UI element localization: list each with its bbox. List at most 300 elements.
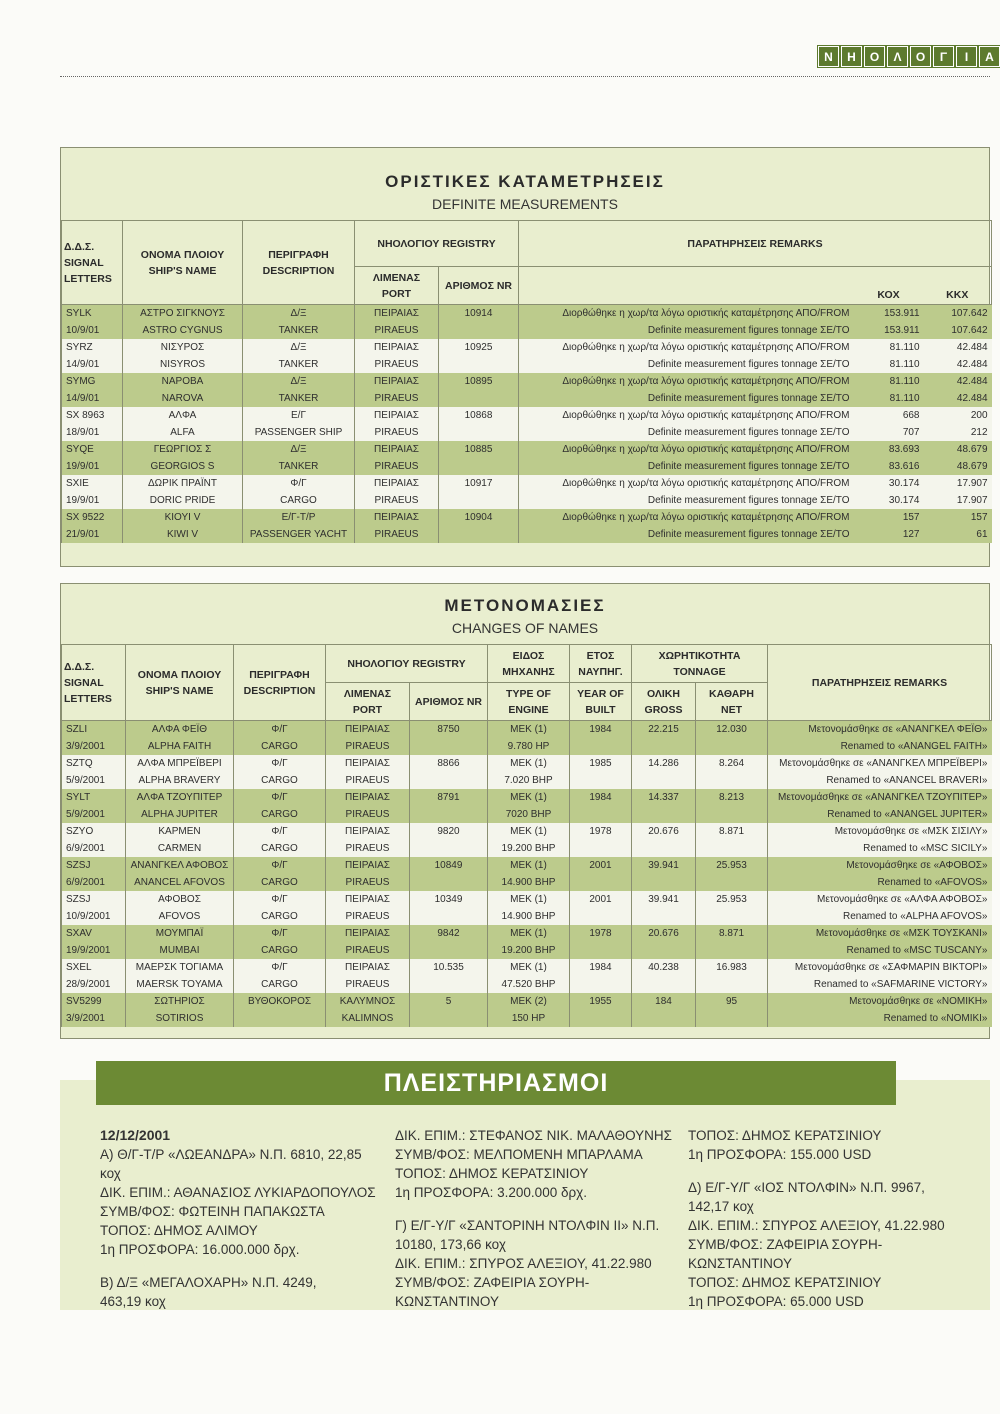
kox-to: 81.110 xyxy=(854,390,924,407)
header-divider xyxy=(60,76,990,77)
signal-letters: SYRZ xyxy=(62,339,123,356)
net-tonnage: 16.983 xyxy=(696,959,768,976)
engine-power: 7020 BHP xyxy=(488,806,570,823)
engine-power: 19.200 BHP xyxy=(488,942,570,959)
remark-greek: Μετονομάσθηκε σε «ΝΟΜΙΚΗ» xyxy=(768,993,992,1010)
ship-name-greek: ΑΦΟΒΟΣ xyxy=(126,891,234,908)
empty-cell xyxy=(696,874,768,891)
description-greek: ΒΥΘΟΚΟΡΟΣ xyxy=(234,993,326,1010)
description-greek: Ε/Γ-Τ/Ρ xyxy=(243,509,355,526)
kkx-to: 48.679 xyxy=(924,458,992,475)
auction-line: ΤΟΠΟΣ: ΔΗΜΟΣ ΑΛΙΜΟΥ xyxy=(100,1223,258,1238)
kox-to: 81.110 xyxy=(854,356,924,373)
description-english: TANKER xyxy=(243,458,355,475)
description-greek: Φ/Γ xyxy=(234,789,326,806)
empty-cell xyxy=(410,772,488,789)
signal-letters: SZSJ xyxy=(62,891,126,908)
date: 14/9/01 xyxy=(62,356,123,373)
empty-cell xyxy=(570,738,632,755)
signal-letters: SZSJ xyxy=(62,857,126,874)
renames-subtitle: CHANGES OF NAMES xyxy=(451,620,599,636)
gross-tonnage: 20.676 xyxy=(632,925,696,942)
ship-name-greek: ΑΛΦΑ ΦΕΪΘ xyxy=(126,721,234,739)
auction-line: 1η ΠΡΟΣΦΟΡΑ: 3.200.000 δρχ. xyxy=(395,1185,587,1200)
description-english: CARGO xyxy=(234,874,326,891)
description-greek: Φ/Γ xyxy=(234,959,326,976)
signal-letters: SYLT xyxy=(62,789,126,806)
auction-column-2 xyxy=(395,1126,685,1311)
description-greek: Φ/Γ xyxy=(234,891,326,908)
empty-cell xyxy=(410,942,488,959)
table-row xyxy=(62,908,992,925)
auction-date: 12/12/2001 xyxy=(100,1127,171,1143)
auction-line: 142,17 κοχ xyxy=(688,1199,754,1214)
port-greek: ΠΕΙΡΑΙΑΣ xyxy=(326,721,410,739)
description-english: CARGO xyxy=(234,738,326,755)
port-greek: ΠΕΙΡΑΙΑΣ xyxy=(355,475,439,492)
port-english: PIRAEUS xyxy=(355,492,439,509)
remark-english: Renamed to «ANANGEL FAITH» xyxy=(768,738,992,755)
auction-line: ΔΙΚ. ΕΠΙΜ.: ΣΤΕΦΑΝΟΣ ΝΙΚ. ΜΑΛΑΘΟΥΝΗΣ xyxy=(395,1128,673,1143)
port-english: KALIMNOS xyxy=(326,1010,410,1027)
empty-cell xyxy=(696,806,768,823)
auction-line: ΤΟΠΟΣ: ΔΗΜΟΣ ΚΕΡΑΤΣΙΝΙΟΥ xyxy=(688,1128,882,1143)
kkx-to: 17.907 xyxy=(924,492,992,509)
signal-letters: SZLI xyxy=(62,721,126,739)
kox-from: 81.110 xyxy=(854,373,924,390)
date: 5/9/2001 xyxy=(62,772,126,789)
table-row xyxy=(62,475,992,492)
port-english: PIRAEUS xyxy=(326,908,410,925)
date: 19/9/01 xyxy=(62,458,123,475)
col-year-en: YEAR OF BUILT xyxy=(570,683,632,721)
brand-letter: Ι xyxy=(956,46,977,67)
ship-name-greek: ΜΟΥΜΠΑΪ xyxy=(126,925,234,942)
date: 28/9/2001 xyxy=(62,976,126,993)
measurements-subtitle: DEFINITE MEASUREMENTS xyxy=(432,196,618,212)
auction-line: ΤΟΠΟΣ: ΔΗΜΟΣ ΚΕΡΑΤΣΙΝΙΟΥ xyxy=(688,1275,882,1290)
registry-number: 5 xyxy=(410,993,488,1010)
port-greek: ΠΕΙΡΑΙΑΣ xyxy=(326,891,410,908)
measurements-title: ΟΡΙΣΤΙΚΕΣ ΚΑΤΑΜΕΤΡΗΣΕΙΣ xyxy=(385,172,665,191)
remark-english: Renamed to «ANANGEL JUPITER» xyxy=(768,806,992,823)
table-row xyxy=(62,509,992,526)
gross-tonnage: 39.941 xyxy=(632,857,696,874)
auction-line: 1η ΠΡΟΣΦΟΡΑ: 65.000 USD xyxy=(688,1294,864,1309)
table-row xyxy=(62,441,992,458)
remark-english: Definite measurement figures tonnage ΣΕ/TO xyxy=(519,424,854,441)
kkx-from: 42.484 xyxy=(924,339,992,356)
ship-name-greek: ΚΙΟΥΙ V xyxy=(123,509,243,526)
ship-name-english: ALPHA FAITH xyxy=(126,738,234,755)
table-row xyxy=(62,993,992,1010)
empty-cell xyxy=(632,840,696,857)
kox-to: 127 xyxy=(854,526,924,543)
engine-power: 7.020 BHP xyxy=(488,772,570,789)
kox-from: 81.110 xyxy=(854,339,924,356)
date: 10/9/2001 xyxy=(62,908,126,925)
port-greek: ΠΕΙΡΑΙΑΣ xyxy=(355,441,439,458)
engine-type: ΜΕΚ (2) xyxy=(488,993,570,1010)
signal-letters: SX 8963 xyxy=(62,407,123,424)
registry-number: 10.535 xyxy=(410,959,488,976)
description-greek: Φ/Γ xyxy=(234,925,326,942)
empty-cell xyxy=(570,806,632,823)
col-description: ΠΕΡΙΓΡΑΦΗ DESCRIPTION xyxy=(234,645,326,721)
registry-number: 8791 xyxy=(410,789,488,806)
port-english: PIRAEUS xyxy=(326,976,410,993)
section-brand-label xyxy=(818,46,1000,67)
port-greek: ΠΕΙΡΑΙΑΣ xyxy=(326,755,410,772)
gross-tonnage: 14.337 xyxy=(632,789,696,806)
ship-name-greek: ΝΙΣΥΡΟΣ xyxy=(123,339,243,356)
kox-from: 30.174 xyxy=(854,475,924,492)
renames-title: ΜΕΤΟΝΟΜΑΣΙΕΣ xyxy=(444,596,606,615)
ship-name-english: MAERSK TOYAMA xyxy=(126,976,234,993)
kkx-to: 42.484 xyxy=(924,390,992,407)
ship-name-english: SOTIRIOS xyxy=(126,1010,234,1027)
signal-letters: SX 9522 xyxy=(62,509,123,526)
net-tonnage: 25.953 xyxy=(696,857,768,874)
kox-from: 668 xyxy=(854,407,924,424)
year-built: 2001 xyxy=(570,891,632,908)
ship-name-greek: ΝΑΡΟΒΑ xyxy=(123,373,243,390)
brand-letter: Γ xyxy=(933,46,954,67)
date: 21/9/01 xyxy=(62,526,123,543)
registry-number: 10885 xyxy=(439,441,519,458)
ship-name-greek: ΑΣΤΡΟ ΣΙΓΚΝΟΥΣ xyxy=(123,305,243,323)
ship-name-english: NISYROS xyxy=(123,356,243,373)
year-built: 1984 xyxy=(570,789,632,806)
table-row xyxy=(62,721,992,739)
port-english: PIRAEUS xyxy=(355,424,439,441)
engine-power: 14.900 BHP xyxy=(488,874,570,891)
remark-greek: Μετονομάσθηκε σε «ΑΝΑΝΓΚΕΛ ΦΕΪΘ» xyxy=(768,721,992,739)
kkx-to: 212 xyxy=(924,424,992,441)
port-greek: ΠΕΙΡΑΙΑΣ xyxy=(326,823,410,840)
brand-letter: Ν xyxy=(818,46,839,67)
ship-name-greek: ΑΛΦΑ ΜΠΡΕΪΒΕΡΙ xyxy=(126,755,234,772)
auction-line: 1η ΠΡΟΣΦΟΡΑ: 155.000 USD xyxy=(688,1147,872,1162)
empty-cell xyxy=(439,458,519,475)
empty-cell xyxy=(696,772,768,789)
empty-cell xyxy=(439,424,519,441)
auction-line: ΣΥΜΒ/ΦΟΣ: ΖΑΦΕΙΡΙΑ ΣΟΥΡΗ-ΚΩΝΣΤΑΝΤΙΝΟΥ xyxy=(688,1237,883,1271)
kox-from: 153.911 xyxy=(854,305,924,323)
remark-english: Definite measurement figures tonnage ΣΕ/TO xyxy=(519,492,854,509)
remark-english: Renamed to «MSC SICILY» xyxy=(768,840,992,857)
kox-to: 707 xyxy=(854,424,924,441)
auction-line: Α) Θ/Γ-Τ/Ρ «ΛΩΕΑΝΔΡΑ» Ν.Π. 6810, 22,85 κοχ xyxy=(100,1147,362,1181)
table-row xyxy=(62,390,992,407)
col-registry: ΝΗΟΛΟΓΙΟΥ REGISTRY xyxy=(355,221,519,267)
col-gross: ΟΛΙΚΗ GROSS xyxy=(632,683,696,721)
date: 14/9/01 xyxy=(62,390,123,407)
description-english: CARGO xyxy=(234,806,326,823)
table-row xyxy=(62,925,992,942)
col-ship-name: ΟΝΟΜΑ ΠΛΟΙΟΥ SHIP'S NAME xyxy=(126,645,234,721)
signal-letters: SYQE xyxy=(62,441,123,458)
port-greek: ΠΕΙΡΑΙΑΣ xyxy=(355,373,439,390)
registry-number: 10895 xyxy=(439,373,519,390)
remark-english: Renamed to «MSC TUSCANY» xyxy=(768,942,992,959)
port-greek: ΠΕΙΡΑΙΑΣ xyxy=(326,857,410,874)
table-row xyxy=(62,339,992,356)
year-built: 1978 xyxy=(570,925,632,942)
engine-type: ΜΕΚ (1) xyxy=(488,823,570,840)
description-greek: Φ/Γ xyxy=(234,755,326,772)
empty-cell xyxy=(632,976,696,993)
port-greek: ΠΕΙΡΑΙΑΣ xyxy=(326,789,410,806)
port-greek: ΠΕΙΡΑΙΑΣ xyxy=(355,509,439,526)
date: 3/9/2001 xyxy=(62,1010,126,1027)
year-built: 1978 xyxy=(570,823,632,840)
description-greek: Φ/Γ xyxy=(234,721,326,739)
date: 5/9/2001 xyxy=(62,806,126,823)
year-built: 1985 xyxy=(570,755,632,772)
empty-cell xyxy=(410,976,488,993)
engine-type: ΜΕΚ (1) xyxy=(488,959,570,976)
table-row xyxy=(62,322,992,339)
kkx-from: 107.642 xyxy=(924,305,992,323)
remark-english: Renamed to «SAFMARINE VICTORY» xyxy=(768,976,992,993)
empty-cell xyxy=(570,772,632,789)
empty-cell xyxy=(439,492,519,509)
date: 19/9/2001 xyxy=(62,942,126,959)
table-row xyxy=(62,755,992,772)
registry-number: 10917 xyxy=(439,475,519,492)
brand-letter: Α xyxy=(979,46,1000,67)
date: 10/9/01 xyxy=(62,322,123,339)
col-port: ΛΙΜΕΝΑΣ PORT xyxy=(326,683,410,721)
col-port: ΛΙΜΕΝΑΣ PORT xyxy=(355,267,439,305)
auction-line: ΔΙΚ. ΕΠΙΜ.: ΣΠΥΡΟΣ ΑΛΕΞΙΟΥ, 41.22.980 xyxy=(395,1256,652,1271)
date: 6/9/2001 xyxy=(62,840,126,857)
remark-english: Renamed to «NOMIKI» xyxy=(768,1010,992,1027)
port-english: PIRAEUS xyxy=(355,526,439,543)
renames-table xyxy=(61,644,992,1027)
kox-from: 157 xyxy=(854,509,924,526)
registry-number: 9842 xyxy=(410,925,488,942)
brand-letter: Ο xyxy=(910,46,931,67)
col-signal: Δ.Δ.Σ. SIGNAL LETTERS xyxy=(62,645,126,721)
table-row xyxy=(62,942,992,959)
ship-name-greek: ΜΑΕΡΣΚ ΤΟΓΙΑΜΑ xyxy=(126,959,234,976)
kkx-to: 42.484 xyxy=(924,356,992,373)
col-net: ΚΑΘΑΡΗ NET xyxy=(696,683,768,721)
date: 3/9/2001 xyxy=(62,738,126,755)
table-row xyxy=(62,772,992,789)
signal-letters: SZYO xyxy=(62,823,126,840)
remark-greek: Μετονομάσθηκε σε «ΑΝΑΝΓΚΕΛ ΜΠΡΕΪΒΕΡΙ» xyxy=(768,755,992,772)
description-english: CARGO xyxy=(234,908,326,925)
remark-greek: Διορθώθηκε η χωρ/τα λόγω οριστικής καταμέτρησης ΑΠΟ/FROM xyxy=(519,441,854,458)
date: 18/9/01 xyxy=(62,424,123,441)
remark-english: Definite measurement figures tonnage ΣΕ/TO xyxy=(519,390,854,407)
col-nr: ΑΡΙΘΜΟΣ NR xyxy=(410,683,488,721)
table-row xyxy=(62,874,992,891)
remark-greek: Μετονομάσθηκε σε «ΑΛΦΑ ΑΦΟΒΟΣ» xyxy=(768,891,992,908)
port-english: PIRAEUS xyxy=(326,840,410,857)
gross-tonnage: 39.941 xyxy=(632,891,696,908)
kox-from: 83.693 xyxy=(854,441,924,458)
empty-cell xyxy=(632,942,696,959)
registry-number: 10349 xyxy=(410,891,488,908)
table-row xyxy=(62,526,992,543)
description-greek: Φ/Γ xyxy=(243,475,355,492)
registry-number: 10849 xyxy=(410,857,488,874)
empty-cell xyxy=(696,738,768,755)
brand-letter: Ο xyxy=(864,46,885,67)
auction-line: ΤΟΠΟΣ: ΔΗΜΟΣ ΚΕΡΑΤΣΙΝΙΟΥ xyxy=(395,1166,589,1181)
col-kkx: ΚΚΧ xyxy=(924,267,992,305)
col-signal: Δ.Δ.Σ. SIGNAL LETTERS xyxy=(62,221,123,305)
remark-greek: Μετονομάσθηκε σε «ΑΝΑΝΓΚΕΛ ΤΖΟΥΠΙΤΕΡ» xyxy=(768,789,992,806)
engine-power: 47.520 BHP xyxy=(488,976,570,993)
col-description: ΠΕΡΙΓΡΑΦΗ DESCRIPTION xyxy=(243,221,355,305)
col-remarks: ΠΑΡΑΤΗΡΗΣΕΙΣ REMARKS xyxy=(768,645,992,721)
signal-letters: SXAV xyxy=(62,925,126,942)
table-row xyxy=(62,806,992,823)
description-english: CARGO xyxy=(243,492,355,509)
engine-type: ΜΕΚ (1) xyxy=(488,891,570,908)
table-row xyxy=(62,458,992,475)
port-english: PIRAEUS xyxy=(326,772,410,789)
col-remarks: ΠΑΡΑΤΗΡΗΣΕΙΣ REMARKS xyxy=(519,221,992,267)
kkx-from: 48.679 xyxy=(924,441,992,458)
empty-cell xyxy=(570,874,632,891)
description-greek: Δ/Ξ xyxy=(243,373,355,390)
description-english: CARGO xyxy=(234,772,326,789)
empty-cell xyxy=(696,840,768,857)
table-row xyxy=(62,976,992,993)
port-english: PIRAEUS xyxy=(326,806,410,823)
port-greek: ΠΕΙΡΑΙΑΣ xyxy=(326,925,410,942)
engine-type: ΜΕΚ (1) xyxy=(488,755,570,772)
description-english: CARGO xyxy=(234,976,326,993)
col-ship-name: ΟΝΟΜΑ ΠΛΟΙΟΥ SHIP'S NAME xyxy=(123,221,243,305)
description-english xyxy=(234,1010,326,1027)
description-greek: Ε/Γ xyxy=(243,407,355,424)
year-built: 1984 xyxy=(570,721,632,739)
description-english: PASSENGER YACHT xyxy=(243,526,355,543)
remark-english: Definite measurement figures tonnage ΣΕ/TO xyxy=(519,356,854,373)
table-row xyxy=(62,738,992,755)
kkx-to: 107.642 xyxy=(924,322,992,339)
ship-name-english: AFOVOS xyxy=(126,908,234,925)
empty-cell xyxy=(439,356,519,373)
ship-name-greek: ΓΕΩΡΓΙΟΣ Σ xyxy=(123,441,243,458)
description-english: CARGO xyxy=(234,942,326,959)
engine-type: ΜΕΚ (1) xyxy=(488,789,570,806)
table-row xyxy=(62,891,992,908)
auction-line: 1η ΠΡΟΣΦΟΡΑ: 16.000.000 δρχ. xyxy=(100,1242,300,1257)
signal-letters: SYMG xyxy=(62,373,123,390)
auction-line: ΣΥΜΒ/ΦΟΣ: ΦΩΤΕΙΝΗ ΠΑΠΑΚΩΣΤΑ xyxy=(100,1204,325,1219)
ship-name-english: CARMEN xyxy=(126,840,234,857)
net-tonnage: 8.871 xyxy=(696,925,768,942)
port-english: PIRAEUS xyxy=(355,356,439,373)
description-greek: Φ/Γ xyxy=(234,857,326,874)
auction-line: Δ) Ε/Γ-Υ/Γ «ΙΟΣ ΝΤΟΛΦΙΝ» Ν.Π. 9967, xyxy=(688,1180,925,1195)
empty-cell xyxy=(696,976,768,993)
year-built: 1955 xyxy=(570,993,632,1010)
remark-greek: Διορθώθηκε η χωρ/τα λόγω οριστικής καταμέτρησης ΑΠΟ/FROM xyxy=(519,305,854,323)
port-english: PIRAEUS xyxy=(355,458,439,475)
col-year: ΕΤΟΣ ΝΑΥΠΗΓ. xyxy=(570,645,632,683)
brand-letter: Η xyxy=(841,46,862,67)
empty-cell xyxy=(632,1010,696,1027)
empty-cell xyxy=(410,806,488,823)
remark-greek: Μετονομάσθηκε σε «ΜΣΚ ΣΙΣΙΛΥ» xyxy=(768,823,992,840)
ship-name-english: ASTRO CYGNUS xyxy=(123,322,243,339)
table-row xyxy=(62,305,992,323)
empty-cell xyxy=(632,738,696,755)
col-registry: ΝΗΟΛΟΓΙΟΥ REGISTRY xyxy=(326,645,488,683)
engine-type: ΜΕΚ (1) xyxy=(488,925,570,942)
empty-cell xyxy=(439,390,519,407)
remark-greek: Διορθώθηκε η χωρ/τα λόγω οριστικής καταμέτρησης ΑΠΟ/FROM xyxy=(519,373,854,390)
col-tonnage: ΧΩΡΗΤΙΚΟΤΗΤΑ TONNAGE xyxy=(632,645,768,683)
table-row xyxy=(62,373,992,390)
brand-letter: Λ xyxy=(887,46,908,67)
kox-to: 153.911 xyxy=(854,322,924,339)
signal-letters: SXEL xyxy=(62,959,126,976)
ship-name-english: ANANCEL AFOVOS xyxy=(126,874,234,891)
year-built: 2001 xyxy=(570,857,632,874)
auction-line: 10180, 173,66 κοχ xyxy=(395,1237,506,1252)
empty-cell xyxy=(570,976,632,993)
signal-letters: SYLK xyxy=(62,305,123,323)
auction-line: ΔΙΚ. ΕΠΙΜ.: ΑΘΑΝΑΣΙΟΣ ΛΥΚΙΑΡΔΟΠΟΥΛΟΣ xyxy=(100,1185,376,1200)
kkx-from: 200 xyxy=(924,407,992,424)
description-english: TANKER xyxy=(243,322,355,339)
empty-cell xyxy=(632,806,696,823)
table-row xyxy=(62,492,992,509)
table-row xyxy=(62,407,992,424)
empty-cell xyxy=(696,942,768,959)
registry-number: 10914 xyxy=(439,305,519,323)
ship-name-english: DORIC PRIDE xyxy=(123,492,243,509)
auction-line: ΣΥΜΒ/ΦΟΣ: ΜΕΛΠΟΜΕΝΗ ΜΠΑΡΛΑΜΑ xyxy=(395,1147,643,1162)
port-english: PIRAEUS xyxy=(355,390,439,407)
empty-cell xyxy=(570,840,632,857)
net-tonnage: 8.213 xyxy=(696,789,768,806)
kkx-to: 61 xyxy=(924,526,992,543)
auction-line: 463,19 κοχ xyxy=(100,1294,166,1309)
remark-greek: Διορθώθηκε η χωρ/τα λόγω οριστικής καταμέτρησης ΑΠΟ/FROM xyxy=(519,509,854,526)
remark-greek: Μετονομάσθηκε σε «ΣΑΦΜΑΡΙΝ ΒΙΚΤΟΡΙ» xyxy=(768,959,992,976)
empty-cell xyxy=(439,322,519,339)
remark-english: Renamed to «AFOVOS» xyxy=(768,874,992,891)
engine-power: 9.780 HP xyxy=(488,738,570,755)
remark-english: Renamed to «ALPHA AFOVOS» xyxy=(768,908,992,925)
description-greek: Φ/Γ xyxy=(234,823,326,840)
gross-tonnage: 20.676 xyxy=(632,823,696,840)
empty-cell xyxy=(696,1010,768,1027)
definite-measurements-panel xyxy=(60,147,990,567)
col-nr: ΑΡΙΘΜΟΣ NR xyxy=(439,267,519,305)
gross-tonnage: 22.215 xyxy=(632,721,696,739)
table-row xyxy=(62,840,992,857)
registry-number: 9820 xyxy=(410,823,488,840)
description-greek: Δ/Ξ xyxy=(243,441,355,458)
port-english: PIRAEUS xyxy=(326,738,410,755)
empty-cell xyxy=(410,840,488,857)
ship-name-english: GEORGIOS S xyxy=(123,458,243,475)
col-kox: ΚΟΧ xyxy=(854,267,924,305)
port-greek: ΠΕΙΡΑΙΑΣ xyxy=(326,959,410,976)
